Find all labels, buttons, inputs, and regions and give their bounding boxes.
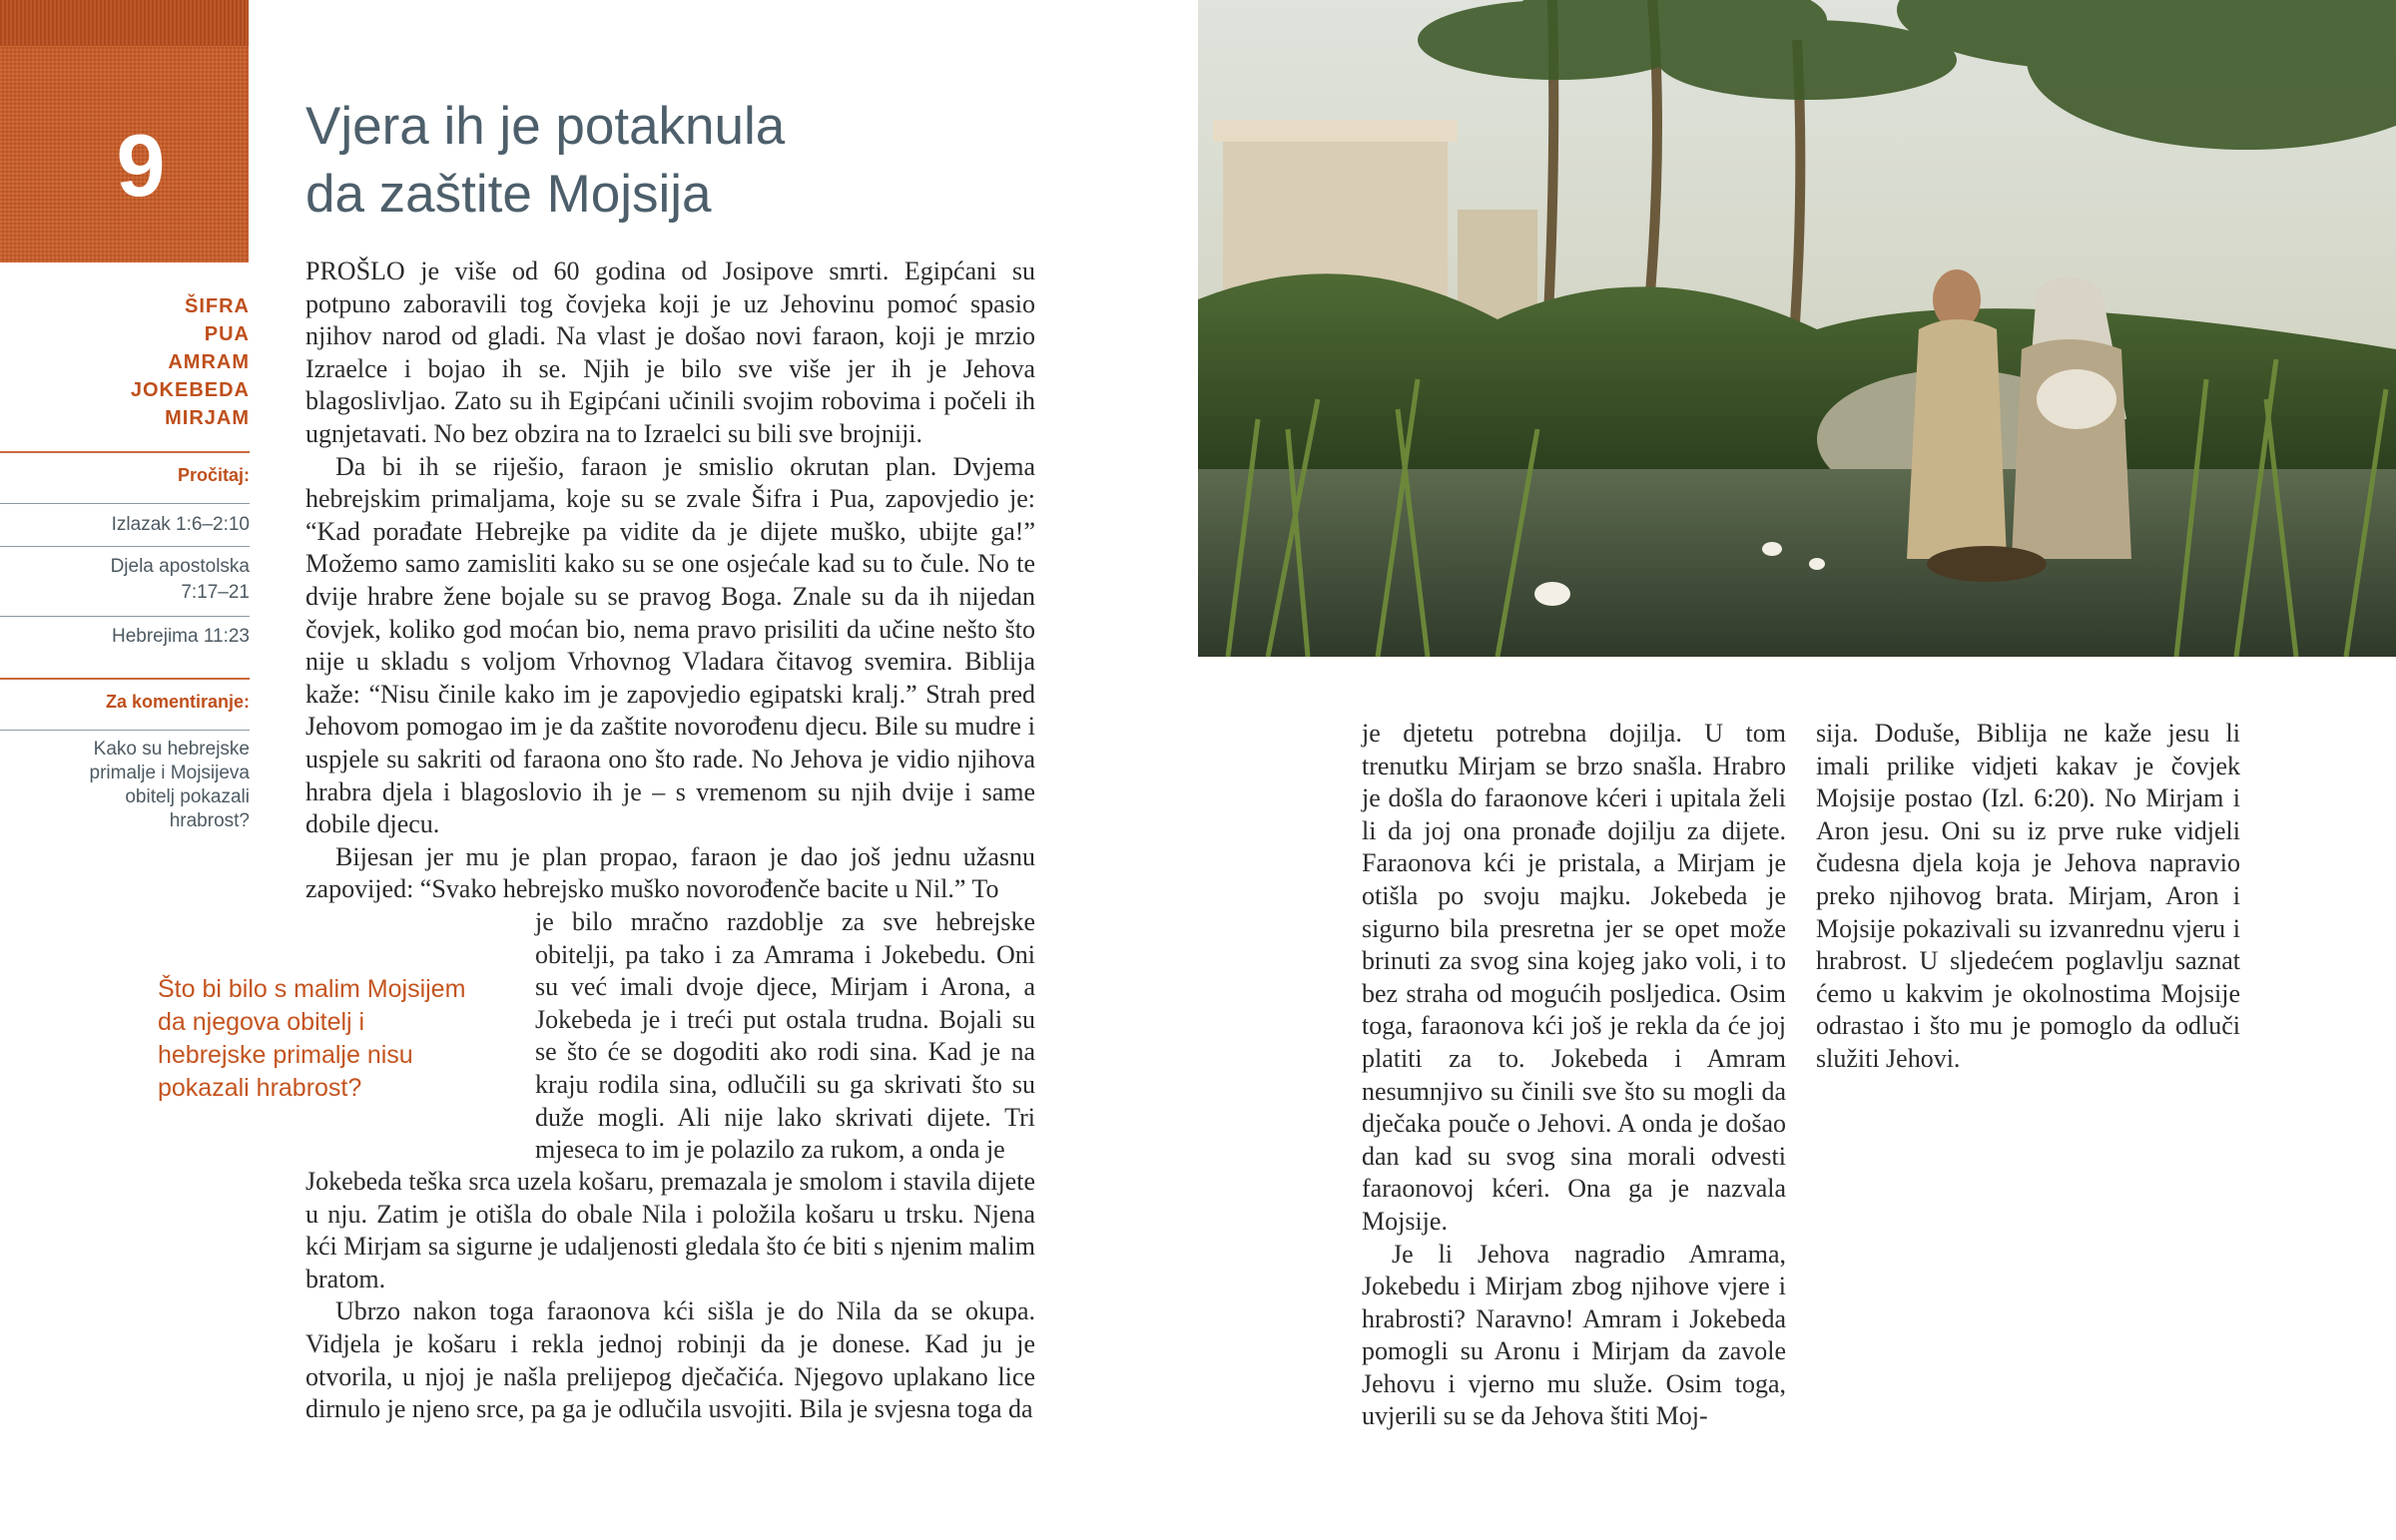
sidebar-divider: [0, 678, 250, 680]
discussion-question: Kako su hebrejske primalje i Mojsijeva obitelj pokazali hrabrost?: [89, 739, 250, 831]
chapter-box-band: [0, 0, 249, 46]
article-paragraph: Ubrzo nakon toga faraonova kći sišla je do Nila da se okupa. Vidjela je košaru i rekla jednoj robinji da je donese. Kad ju je otvorila, u njoj je našla prelijepog dječačića. Njegovo uplakano lice dirnulo je njeno srce, pa ga je odlučila usvojiti. Bila je svjesna toga da: [305, 1296, 1035, 1424]
scripture-reference: Djela apostolska 7:17–21: [110, 556, 250, 603]
sidebar-divider: [0, 451, 250, 453]
person-name: AMRAM: [168, 351, 250, 373]
article-paragraph-continued: Je li Jehova nagradio Amrama, Jokebedu i Mirjam zbog njihove vjere i hrabrosti? Naravno! Amram i Jokebeda pomogli su Aronu i Mirjam da zavole Jehovu i vjerno mu služe. Osim toga, uvjerili su se da Jehova štiti Moj-: [1362, 1239, 1786, 1431]
sidebar-divider: [0, 546, 250, 547]
basket: [1927, 546, 2047, 582]
article-column-left: [305, 256, 1035, 906]
discuss-heading: Za komentiranje:: [105, 692, 250, 712]
article-paragraph: je djetetu potrebna dojilja. U tom trenutku Mirjam se brzo snašla. Hrabro je došla do faraonove kćeri i upitala želi li da joj ona pronađe dojilju za dijete. Faraonova kći je pristala, a Mirjam je otišla po svoju majku. Jokebeda je sigurno bila presretna jer se opet može brinuti za svog sina kojeg jako voli, i to bez straha od mogućih posljedica. Osim toga, faraonova kći još je rekla da će joj platiti za to. Jokebeda i Amram nesumnjivo su činili sve što su mogli da dječaka pouče o Jehovi. A onda je došao dan kad su svog sina morali odvesti faraonovoj kćeri. Ona ga je nazvala Mojsije.: [1362, 719, 1786, 1236]
article-paragraph: Bijesan jer mu je plan propao, faraon je dao još jednu užasnu zapovijed: “Svako hebrejsko muško novorođenče bacite u Nil.” To: [305, 841, 1035, 904]
illustration-nile-reeds: [1198, 0, 2396, 657]
chapter-number: 9: [116, 116, 166, 215]
sidebar-divider: [0, 730, 250, 731]
illustration-svg: [1198, 0, 2396, 657]
scripture-reference: Hebrejima 11:23: [111, 626, 250, 647]
pull-question: Što bi bilo s malim Mojsijem da njegova obitelj i hebrejske primalje nisu pokazali hrabrost?: [158, 975, 466, 1102]
sidebar-divider: [0, 503, 250, 504]
article-paragraph: Jokebeda teška srca uzela košaru, premazala je smolom i stavila dijete u nju. Zatim je otišla do obale Nila i položila košaru u trsku. Njena kći Mirjam sa sigurne je udaljenosti gledala što će biti s njenim malim bratom.: [305, 1167, 1035, 1293]
read-heading: Pročitaj:: [177, 465, 250, 485]
people-list: [60, 292, 250, 432]
article-column-left-lower: [305, 1166, 1035, 1426]
chapter-number-box: [0, 0, 249, 262]
article-column-middle: [1362, 718, 1786, 1433]
article-paragraph-continued: sija. Doduše, Biblija ne kaže jesu li imali prilike vidjeti kakav je čovjek Mojsije postao (Izl. 6:20). No Mirjam i Aron jesu. Oni su iz prve ruke vidjeli čudesna djela koja je Jehova napravio preko njihovog brata. Mirjam, Aron i Mojsije pokazivali su izvanrednu vjeru i hrabrost. U sljedećem poglavlju saznat ćemo u kakvim je okolnostima Mojsije odrastao i što mu je pomoglo da odluči služiti Jehovi.: [1816, 719, 2240, 1073]
chapter-title: [305, 93, 904, 229]
person-name: ŠIFRA: [185, 295, 250, 317]
chapter-title-line-1: Vjera ih je potaknula: [305, 97, 786, 156]
scripture-reference: Izlazak 1:6–2:10: [111, 514, 250, 535]
article-paragraph: PROŠLO je više od 60 godina od Josipove smrti. Egipćani su potpuno zaboravili tog čovjeka koji je uz Jehovinu pomoć spasio njihov narod od gladi. Na vlast je došao novi faraon, koji je mrzio Izraelce i bojao ih se. Njih je bilo sve više jer ih je Jehova blagoslivljao. Zato su ih Egipćani učinili svojim robovima i počeli ih ugnjetavati. No bez obzira na to Izraelci su bili sve brojniji.: [305, 257, 1035, 448]
person-name: PUA: [204, 323, 250, 345]
person-name: MIRJAM: [165, 407, 250, 429]
article-paragraph: Da bi ih se riješio, faraon je smislio okrutan plan. Dvjema hebrejskim primaljama, koje su se zvale Šifra i Pua, zapovjedio je: “Kad porađate Hebrejke pa vidite da je dijete muško, ubijte ga!” Možemo samo zamisliti kako su se one osjećale kad su to čule. No te dvije hrabre žene bojale su se pravog Boga. Znale su da ih nijedan čovjek, koliko god moćan bio, nema pravo prisiliti da učine nešto što nije u skladu s voljom Vrhovnog Vladara čitavog svemira. Biblija kaže: “Nisu činile kako im je zapovjedio egipatski kralj.” Strah pred Jehovom pomogao im je da zaštite novorođenu djecu. Bile su mudre i uspjele su sakriti od faraona ono što rade. No Jehova je vidio njihova hrabra djela i blagoslovio ih je – s vremenom su njih dvije i same dobile djecu.: [305, 451, 1035, 839]
article-paragraph: je bilo mračno razdoblje za sve hebrejske obitelji, pa tako i za Amrama i Jokebedu. Oni su već imali dvoje djece, Mirjam i Arona, a Jokebeda je i treći put ostala trudna. Bojali su se što će se dogoditi ako rodi sina. Kad je na kraju rodila sina, odlučili su ga skrivati što su duže mogli. Ali nije lako skrivati dijete. Tri mjeseca to im je polazilo za rukom, a onda je: [535, 907, 1035, 1165]
sidebar-divider: [0, 616, 250, 617]
chapter-title-line-2: da zaštite Mojsija: [305, 165, 712, 224]
person-name: JOKEBEDA: [130, 379, 250, 401]
article-column-right: [1816, 718, 2240, 1076]
article-column-left-indented: [535, 906, 1035, 1167]
